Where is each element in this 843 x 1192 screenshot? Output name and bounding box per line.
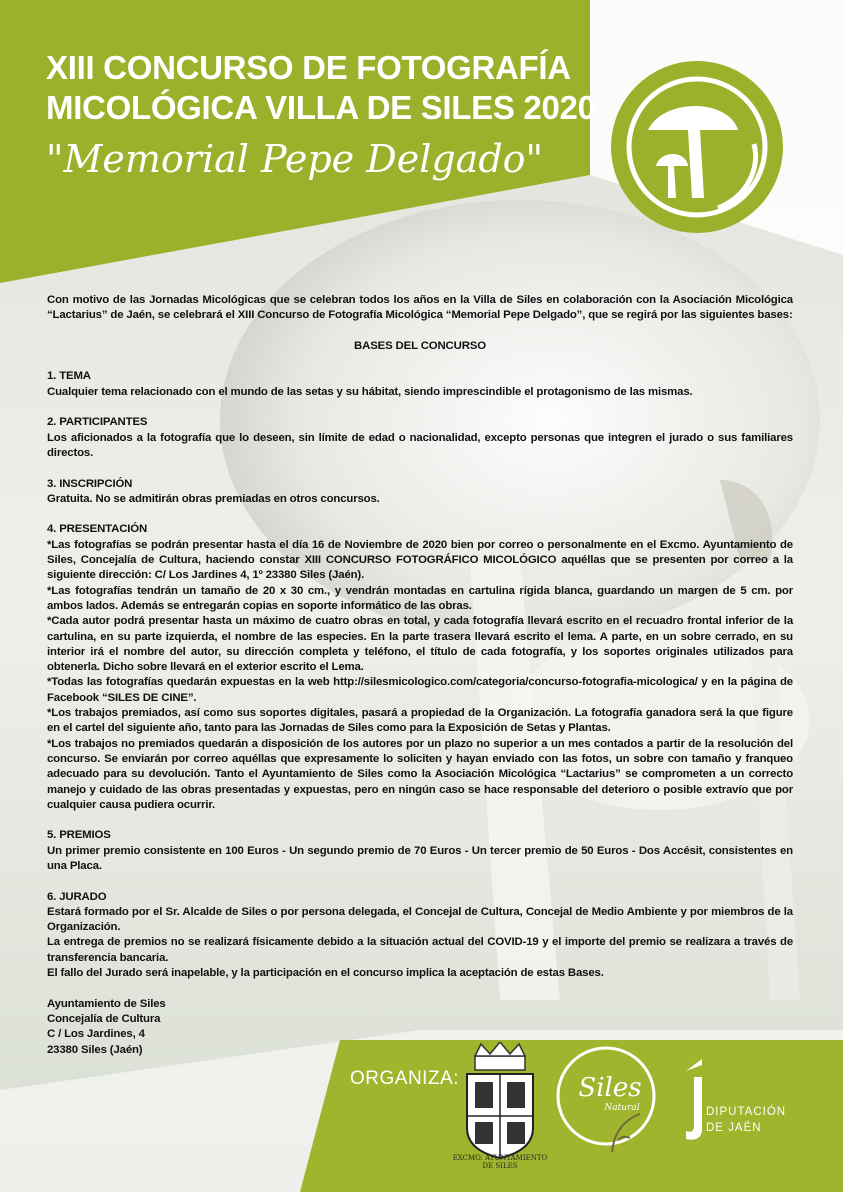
bases-title: BASES DEL CONCURSO — [354, 339, 486, 352]
section-presentacion-heading: 4. PRESENTACIÓN — [47, 523, 148, 536]
presentacion-paragraph: *Las fotografías tendrán un tamaño de 20 x 30 cm., y vendrán montadas en cartulina rígida blanca, guardando un margen de 5 cm. por ambos lados. Además se entregarán copias en soporte informático de las obras. — [47, 584, 793, 612]
section-participantes-body: Los aficionados a la fotografía que lo deseen, sin límite de edad o nacionalidad, excepto personas que integren el jurado o sus familiares directos. — [47, 431, 793, 459]
ayuntamiento-caption-line: EXCMO. AYUNTAMIENTO — [452, 1154, 548, 1162]
coat-of-arms-icon — [455, 1042, 545, 1172]
diputacion-name — [706, 1104, 786, 1136]
poster-title — [46, 48, 606, 186]
presentacion-paragraph: *Las fotografías se podrán presentar hasta el día 16 de Noviembre de 2020 bien por correo o personalmente en el Excmo. Ayuntamiento de Siles, Concejalía de Cultura, haciendo constar XIII CONCURSO FOTOGRÁFICO MICOLÓGICO aquéllas que se presenten por correo a la siguiente dirección: C/ Los Jardines 4, 1º 23380 Siles (Jaén). — [47, 538, 793, 582]
organiza-label: ORGANIZA: — [350, 1068, 460, 1089]
section-premios-body: Un primer premio consistente en 100 Euros - Un segundo premio de 70 Euros - Un tercer premio de 50 Euros - Dos Accésit, consistentes en una Placa. — [47, 844, 793, 872]
mushroom-logo-icon — [608, 58, 786, 236]
siles-logo-text: Siles — [578, 1073, 642, 1103]
diputacion-line: DIPUTACIÓN — [706, 1106, 787, 1118]
siles-logo-subtext: Natural — [604, 1103, 640, 1113]
address-line: C / Los Jardines, 4 — [47, 1028, 145, 1041]
title-line-1: XIII CONCURSO DE FOTOGRAFÍA — [46, 49, 571, 86]
address-line: Concejalía de Cultura — [47, 1012, 161, 1025]
jurado-paragraph: La entrega de premios no se realizará físicamente debido a la situación actual del COVID-19 y el importe del premio se realizara a través de transferencia bancaria. — [47, 936, 793, 964]
section-inscripcion-body: Gratuita. No se admitirán obras premiadas en otros concursos. — [47, 492, 380, 505]
section-participantes-heading: 2. PARTICIPANTES — [47, 416, 148, 429]
title-line-2: MICOLÓGICA VILLA DE SILES 2020 — [46, 89, 596, 126]
presentacion-paragraph: *Todas las fotografías quedarán expuestas en la web http://silesmicologico.com/categoria/concurso-fotografia-micologica/ y en la página de Facebook “SILES DE CINE”. — [47, 676, 793, 704]
section-inscripcion-heading: 3. INSCRIPCIÓN — [47, 477, 133, 490]
contest-rules — [47, 293, 793, 1058]
subtitle-memorial: "Memorial Pepe Delgado" — [46, 137, 544, 181]
presentacion-paragraph: *Cada autor podrá presentar hasta un máximo de cuatro obras en total, y cada fotografía llevará escrito en el recuadro frontal inferior de la cartulina, en su parte izquierda, el nombre de las especies. En la parte trasera llevará escrito el lema. A parte, en un sobre cerrado, en su interior irá el nombre del autor, su dirección completa y teléfono, el título de cada fotografía, y los soportes originales utilizados para obtenerla. Dicho sobre llevará en el exterior escrito el Lema. — [47, 615, 793, 674]
presentacion-paragraph: *Los trabajos premiados, así como sus soportes digitales, pasará a propiedad de la Organización. La fotografía ganadora será la que figure en el cartel del siguiente año, tanto para las Jornadas de Siles como para la Exposición de Setas y Plantas. — [47, 707, 793, 735]
section-premios-heading: 5. PREMIOS — [47, 829, 111, 842]
section-tema-body: Cualquier tema relacionado con el mundo de las setas y su hábitat, siendo imprescindible el protagonismo de las mismas. — [47, 385, 693, 398]
address-line: 23380 Siles (Jaén) — [47, 1043, 143, 1056]
address-line: Ayuntamiento de Siles — [47, 997, 166, 1010]
intro-paragraph: Con motivo de las Jornadas Micológicas que se celebran todos los años en la Villa de Siles en colaboración con la Asociación Micológica “Lactarius” de Jaén, se celebrará el XIII Concurso de Fotografía Micológica “Memorial Pepe Delgado”, que se regirá por las siguientes bases: — [47, 294, 793, 322]
diputacion-line: DE JAÉN — [706, 1122, 762, 1134]
section-tema-heading: 1. TEMA — [47, 370, 91, 383]
jurado-paragraph: El fallo del Jurado será inapelable, y la participación en el concurso implica la aceptación de estas Bases. — [47, 967, 604, 980]
ayuntamiento-caption — [436, 1154, 564, 1170]
jurado-paragraph: Estará formado por el Sr. Alcalde de Siles o por persona delegada, el Concejal de Cultura, Concejal de Medio Ambiente y por miembros de la Organización. — [47, 905, 793, 934]
presentacion-paragraph: *Los trabajos no premiados quedarán a disposición de los autores por un plazo no superior a un mes contados a partir de la resolución del concurso. Se enviarán por correo aquéllas que expresamente lo soliciten y hayan enviado con las fotos, un sobre con tamaño y franqueo adecuado para su devolución. Tanto el Ayuntamiento de Siles como la Asociación Micológica “Lactarius” se comprometen a un correcto manejo y cuidado de las obras presentadas y expuestas, pero en ningún caso se hace responsable del deterioro o posible extravío que por cualquier causa pudiera ocurrir. — [47, 737, 793, 811]
siles-natural-logo-icon — [552, 1040, 660, 1160]
ayuntamiento-caption-line: DE SILES — [482, 1162, 518, 1170]
section-jurado-heading: 6. JURADO — [47, 890, 107, 903]
